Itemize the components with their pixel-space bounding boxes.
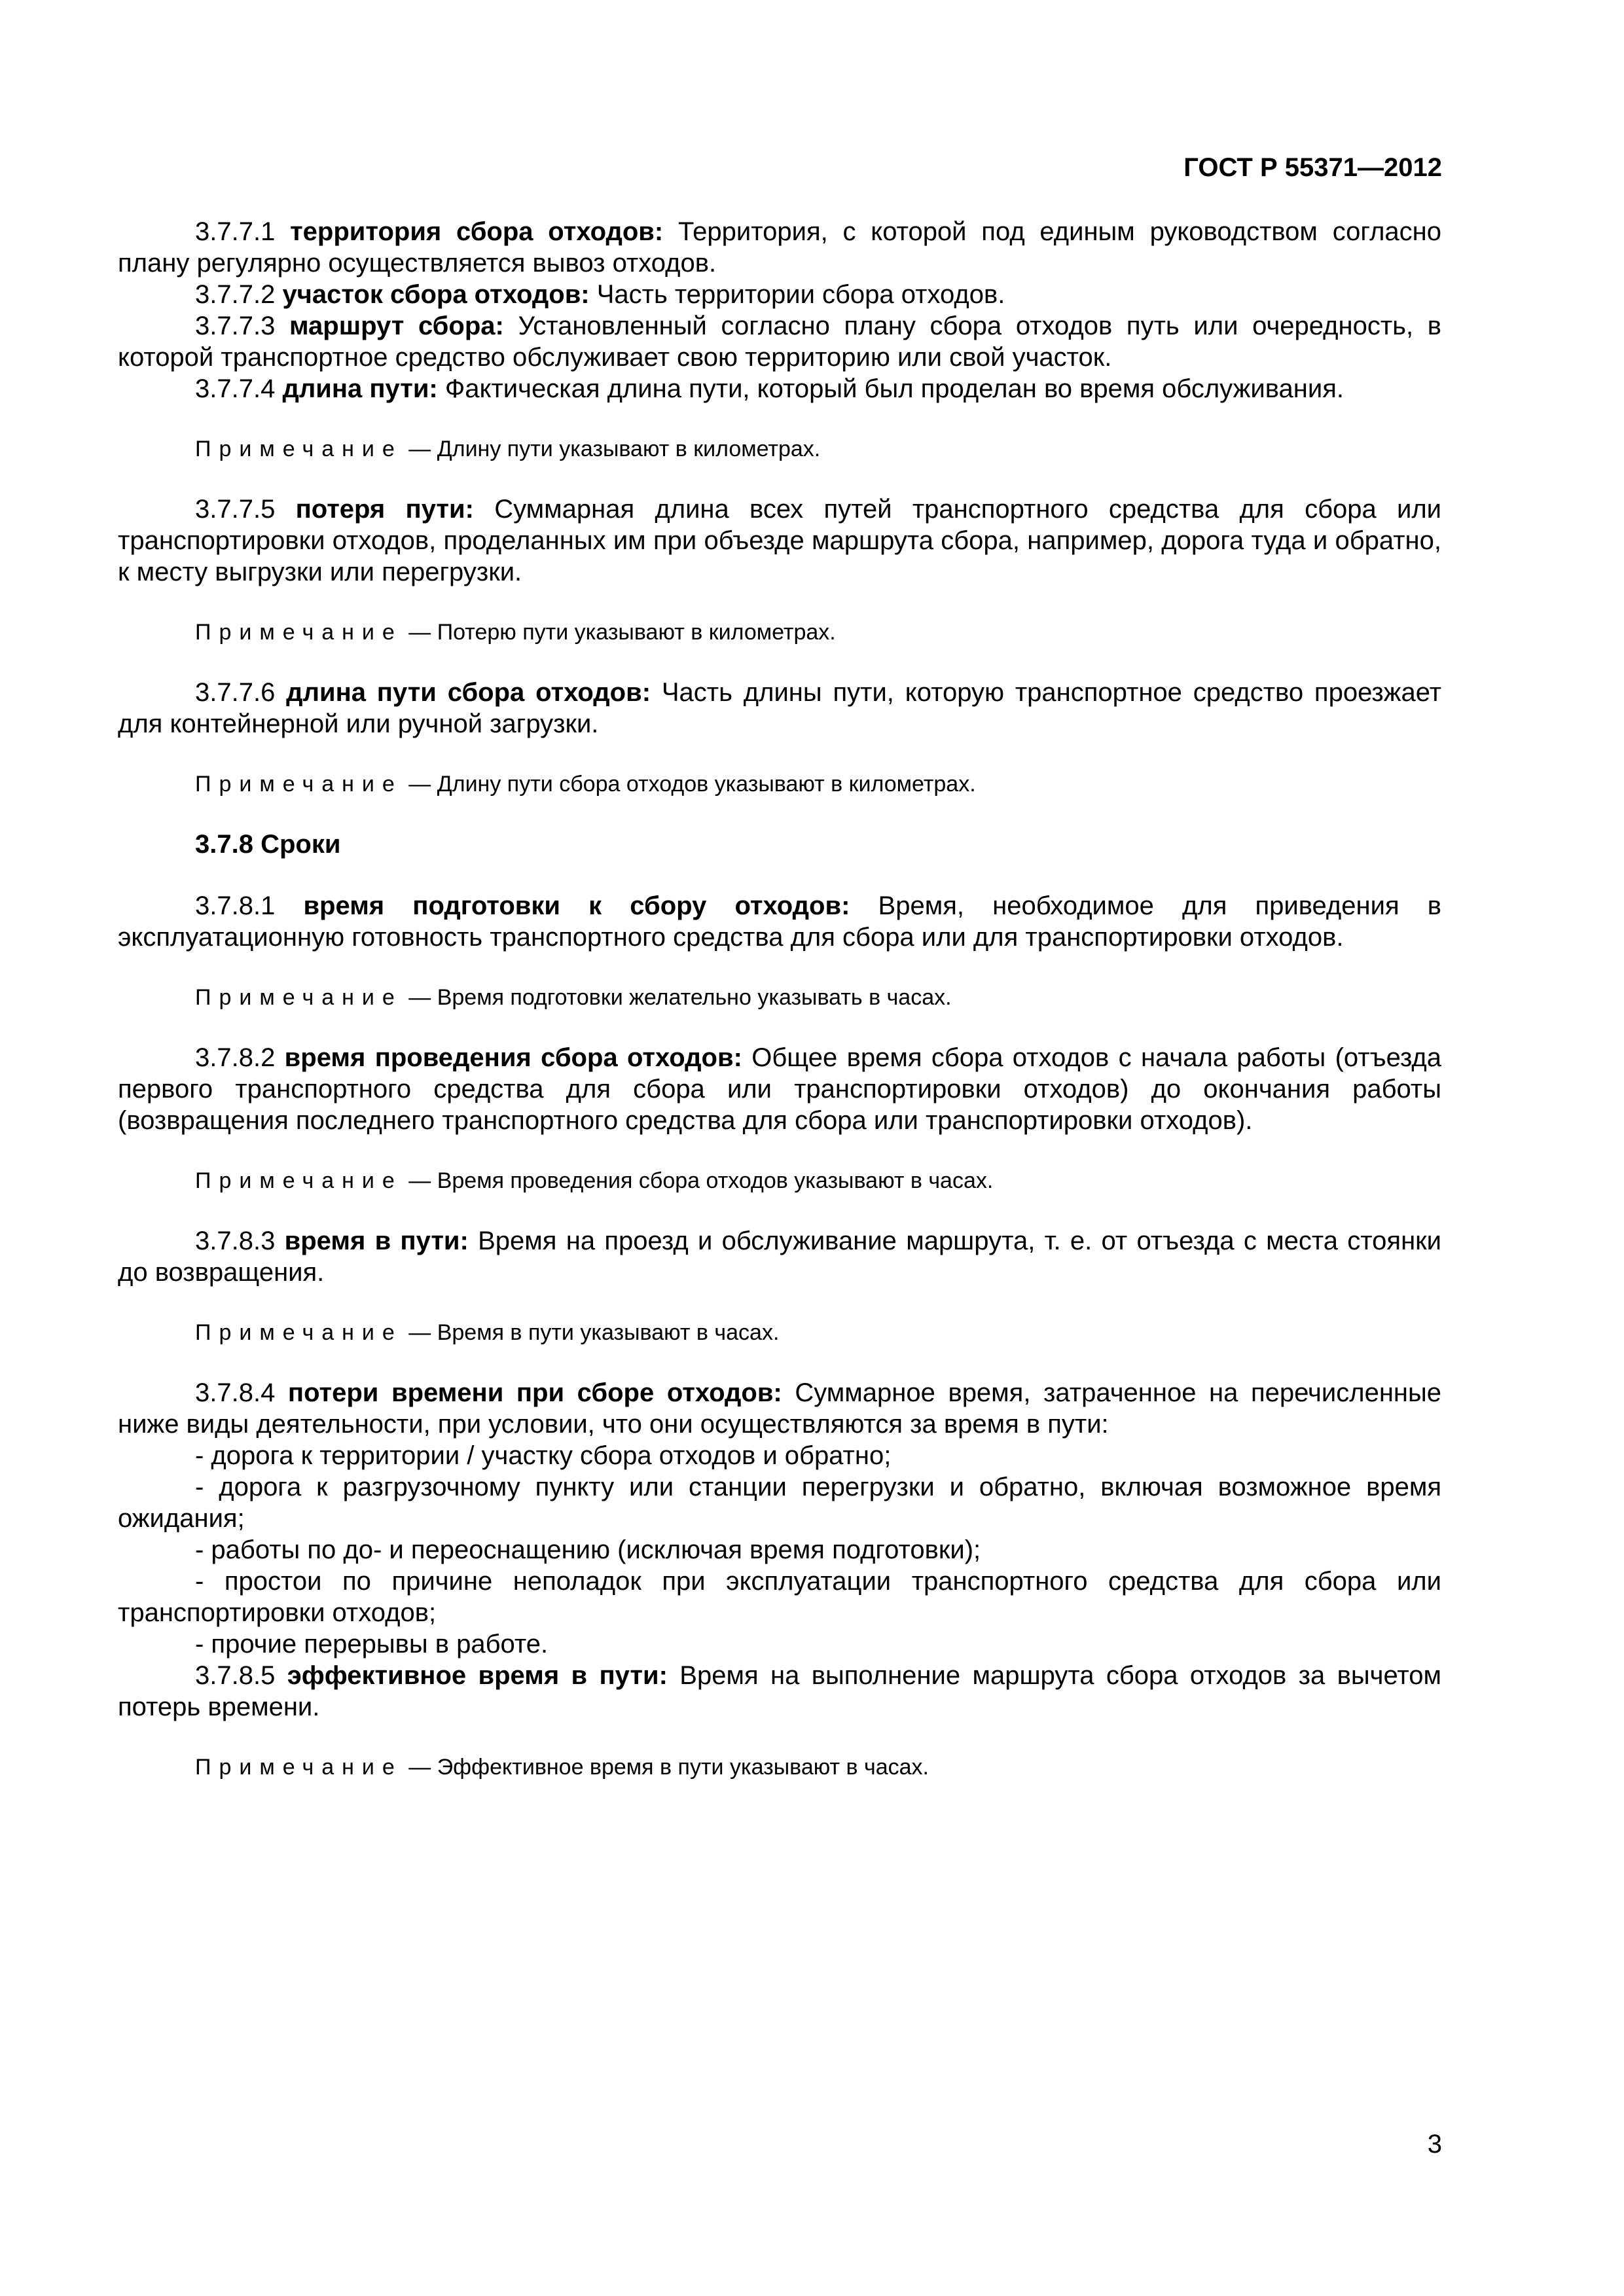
- definition-text: Часть территории сбора отходов.: [589, 280, 1005, 309]
- note-label: Примечание: [195, 985, 403, 1010]
- note-dash: —: [402, 620, 437, 645]
- term: потеря пути:: [295, 495, 474, 524]
- section-heading-3-7-8: 3.7.8 Сроки: [195, 830, 341, 859]
- document-id-header: ГОСТ Р 55371—2012: [1183, 153, 1442, 182]
- definition-3-7-8-3: [118, 1225, 1441, 1288]
- note-label: Примечание: [195, 620, 403, 645]
- term: потери времени при сборе отходов:: [287, 1378, 782, 1407]
- definition-3-7-7-3: [118, 310, 1441, 373]
- note-3-7-7-5: [118, 618, 1441, 647]
- definition-text: Время, необходимое для приведения в эксплуатационную готовность транспортного средства для сбора или для транспортировки отходов.: [118, 891, 1441, 952]
- definition-text: Общее время сбора отходов с начала работы (отъезда первого транспортного средства для сбора или транспортировки отходов) до окончания работы (возвращения последнего транспортного средства для сбора или транспортировки отходов).: [118, 1043, 1442, 1135]
- term: маршрут сбора:: [289, 312, 504, 340]
- term: время проведения сбора отходов:: [284, 1043, 742, 1072]
- clause-number: 3.7.7.1: [195, 217, 291, 246]
- definition-text: Время на проезд и обслуживание маршрута, т. е. от отъезда с места стоянки до возвращения.: [118, 1227, 1442, 1287]
- clause-number: 3.7.8.4: [195, 1378, 288, 1407]
- clause-number: 3.7.7.2: [195, 280, 283, 309]
- note-label: Примечание: [195, 437, 403, 461]
- note-text: Эффективное время в пути указывают в часах.: [437, 1755, 929, 1780]
- definition-3-7-7-6: [118, 677, 1441, 740]
- note-3-7-8-1: [118, 983, 1441, 1012]
- definition-text: Суммарное время, затраченное на перечисленные ниже виды деятельности, при условии, что они осуществляются за время в пути:: [118, 1378, 1441, 1439]
- list-item: - дорога к территории / участку сбора отходов и обратно;: [195, 1441, 892, 1470]
- list-item: - прочие перерывы в работе.: [195, 1630, 549, 1659]
- definition-text: Установленный согласно плану сбора отходов путь или очередность, в которой транспортное средство обслуживает свою территорию или свой участок.: [118, 312, 1442, 372]
- note-label: Примечание: [195, 772, 403, 797]
- note-3-7-7-4: [118, 435, 1441, 463]
- page-number: 3: [1427, 2130, 1442, 2159]
- definition-3-7-8-5: [118, 1660, 1441, 1723]
- clause-number: 3.7.8.5: [195, 1661, 287, 1690]
- note-dash: —: [402, 772, 437, 797]
- definition-3-7-7-1: [118, 216, 1441, 279]
- term: участок сбора отходов:: [282, 280, 590, 309]
- clause-number: 3.7.7.3: [195, 312, 289, 340]
- document-body: [118, 216, 1441, 1782]
- note-label: Примечание: [195, 1168, 403, 1193]
- clause-number: 3.7.7.6: [195, 678, 287, 707]
- definition-3-7-8-1: [118, 890, 1441, 953]
- note-text: Время в пути указывают в часах.: [437, 1320, 780, 1345]
- definition-3-7-7-5: [118, 493, 1441, 588]
- note-text: Время проведения сбора отходов указывают в часах.: [437, 1168, 994, 1193]
- note-label: Примечание: [195, 1755, 403, 1780]
- clause-number: 3.7.8.2: [195, 1043, 285, 1072]
- note-3-7-8-2: [118, 1166, 1441, 1195]
- note-3-7-8-3: [118, 1318, 1441, 1347]
- definition-3-7-8-2: [118, 1042, 1441, 1136]
- term: длина пути сбора отходов:: [286, 678, 651, 707]
- note-text: Длину пути указывают в километрах.: [437, 437, 821, 461]
- note-text: Длину пути сбора отходов указывают в километрах.: [437, 772, 976, 797]
- definition-3-7-8-4: [118, 1377, 1441, 1440]
- note-3-7-7-6: [118, 770, 1441, 798]
- note-3-7-8-5: [118, 1753, 1441, 1782]
- list-item: - работы по до- и переоснащению (исключая время подготовки);: [195, 1535, 981, 1564]
- definition-text: Территория, с которой под единым руководством согласно плану регулярно осуществляется вывоз отходов.: [118, 217, 1442, 278]
- term: длина пути:: [282, 374, 438, 403]
- clause-number: 3.7.7.5: [195, 495, 296, 524]
- definition-text: Суммарная длина всех путей транспортного средства для сбора или транспортировки отходов, проделанных им при объезде маршрута сбора, например, дорога туда и обратно, к месту выгрузки или перегрузки.: [118, 495, 1442, 586]
- term: территория сбора отходов:: [290, 217, 664, 246]
- definition-text: Время на выполнение маршрута сбора отходов за вычетом потерь времени.: [118, 1661, 1441, 1721]
- clause-number: 3.7.8.3: [195, 1227, 285, 1255]
- note-dash: —: [402, 1755, 437, 1780]
- note-dash: —: [402, 1168, 437, 1193]
- note-dash: —: [402, 1320, 437, 1345]
- note-text: Потерю пути указывают в километрах.: [437, 620, 836, 645]
- list-item: - простои по причине неполадок при эксплуатации транспортного средства для сбора или транспортировки отходов;: [118, 1567, 1441, 1627]
- term: эффективное время в пути:: [287, 1661, 668, 1690]
- clause-number: 3.7.8.1: [195, 891, 304, 920]
- note-label: Примечание: [195, 1320, 403, 1345]
- definition-3-7-7-4: [118, 373, 1441, 404]
- note-dash: —: [402, 985, 437, 1010]
- note-dash: —: [402, 437, 437, 461]
- definition-3-7-7-2: [118, 279, 1441, 310]
- definition-text: Часть длины пути, которую транспортное средство проезжает для контейнерной или ручной загрузки.: [118, 678, 1442, 738]
- list-item: - дорога к разгрузочному пункту или станции перегрузки и обратно, включая возможное время ожидания;: [118, 1473, 1441, 1533]
- term: время подготовки к сбору отходов:: [303, 891, 850, 920]
- note-text: Время подготовки желательно указывать в часах.: [437, 985, 952, 1010]
- clause-number: 3.7.7.4: [195, 374, 283, 403]
- term: время в пути:: [284, 1227, 469, 1255]
- definition-text: Фактическая длина пути, который был проделан во время обслуживания.: [437, 374, 1344, 403]
